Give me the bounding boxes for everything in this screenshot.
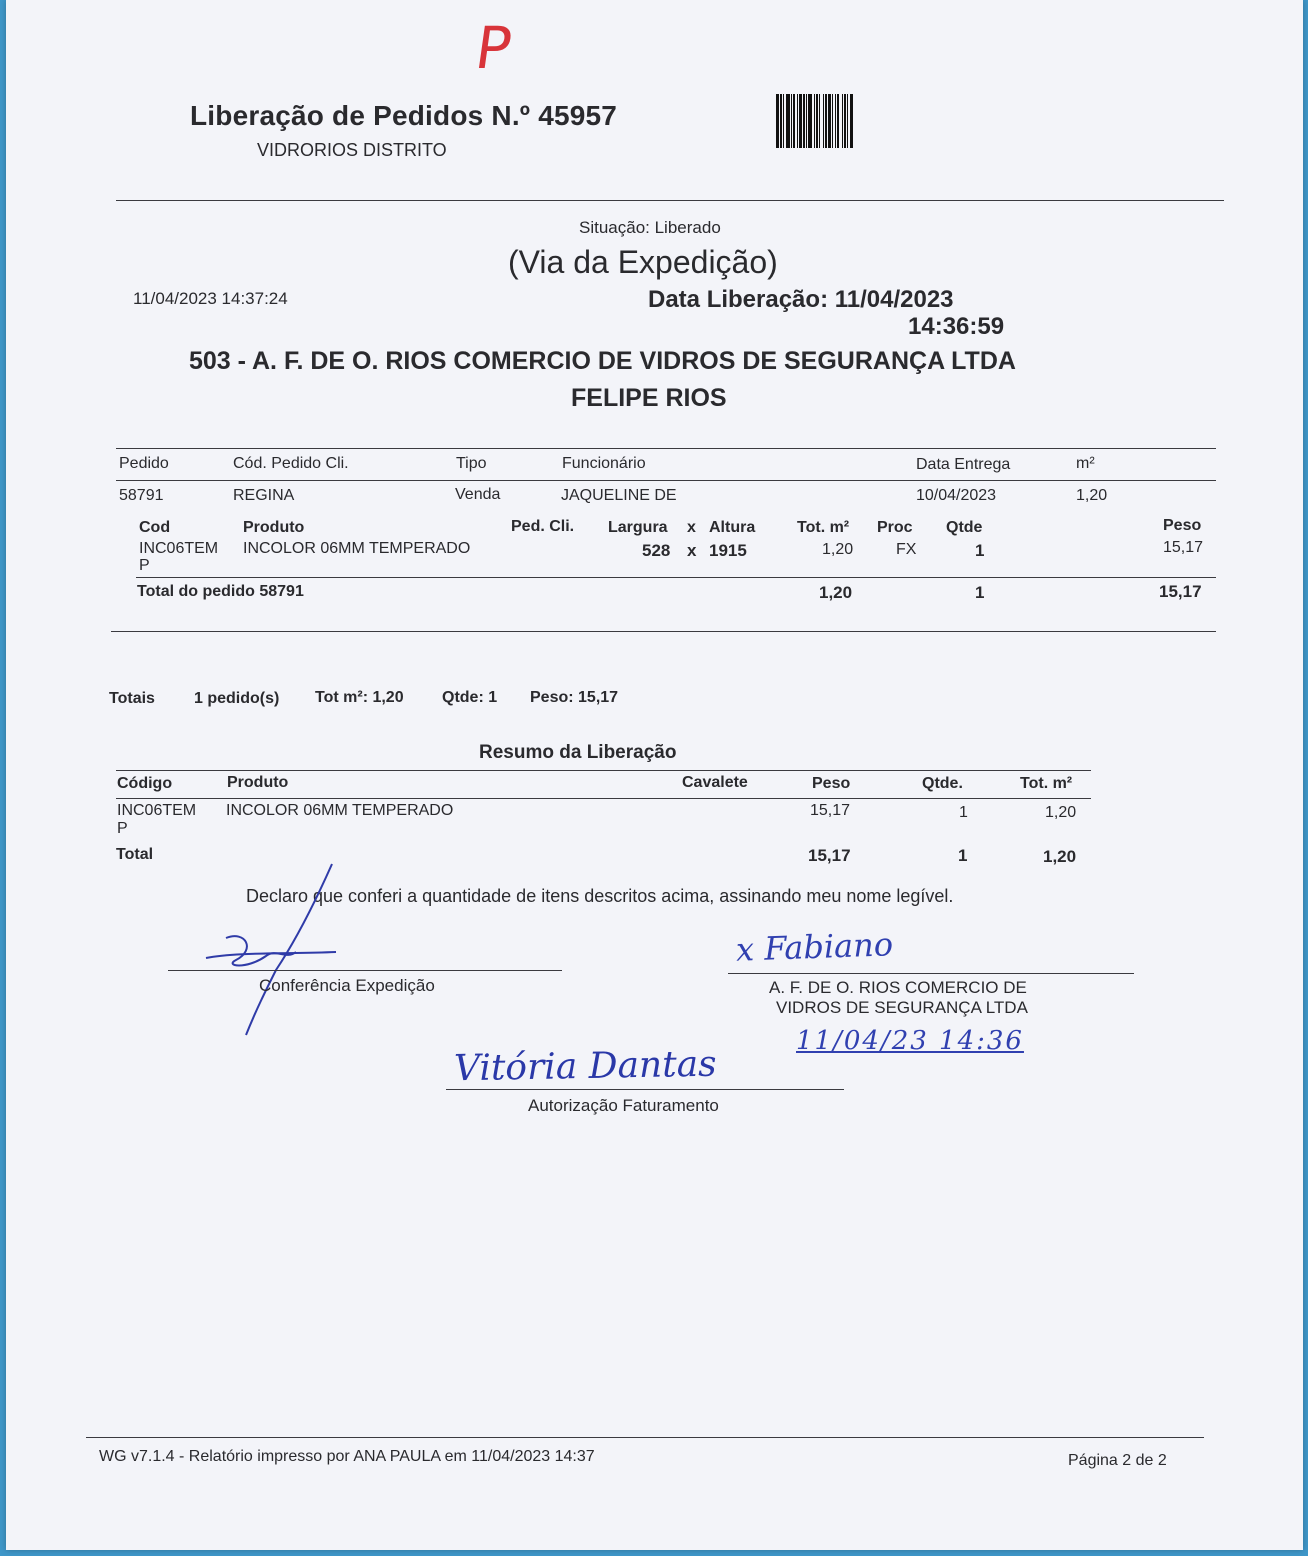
client-signer-line1: A. F. DE O. RIOS COMERCIO DE	[769, 978, 1027, 997]
order-total-m2: 1,20	[819, 583, 853, 602]
summary-col-tot-m2: Tot. m²	[1020, 775, 1073, 792]
col-cod-pedido-cli: Cód. Pedido Cli.	[233, 455, 349, 472]
order-table-bottom-rule	[111, 631, 1216, 632]
col-proc: Proc	[877, 519, 913, 536]
client-signature-line	[728, 973, 1134, 974]
client-signature: x Fabiano	[735, 925, 894, 969]
item-x: x	[687, 541, 697, 560]
totals-m2: Tot m²: 1,20	[315, 689, 404, 706]
order-total-rule	[136, 577, 1216, 578]
order-funcionario: JAQUELINE DE	[561, 487, 677, 504]
footer-rule	[86, 1437, 1204, 1438]
client-contact: FELIPE RIOS	[571, 384, 727, 412]
item-qtde: 1	[975, 541, 985, 560]
col-altura: Altura	[709, 519, 756, 536]
client-name: 503 - A. F. DE O. RIOS COMERCIO DE VIDROS DE SEGURANÇA LTDA	[189, 347, 1016, 375]
order-data-entrega: 10/04/2023	[916, 487, 997, 504]
declaration-text: Declaro que conferi a quantidade de itens descritos acima, assinando meu nome legível.	[246, 886, 954, 906]
header-divider	[116, 200, 1224, 201]
col-qtde: Qtde	[946, 519, 983, 536]
issuer-company: VIDRORIOS DISTRITO	[257, 140, 447, 160]
col-tot-m2: Tot. m²	[797, 519, 850, 536]
col-data-entrega: Data Entrega	[916, 456, 1011, 473]
summary-col-peso: Peso	[812, 775, 851, 792]
summary-total-label: Total	[116, 846, 154, 863]
item-largura: 528	[642, 541, 671, 560]
order-cod-pedido-cli: REGINA	[233, 487, 295, 504]
release-date: Data Liberação: 11/04/2023	[648, 286, 954, 313]
summary-top-rule	[116, 770, 1091, 771]
copy-label: (Via da Expedição)	[508, 244, 778, 280]
summary-header-rule	[116, 798, 1091, 799]
handwritten-date: 11/04/23 14:36	[796, 1026, 1024, 1056]
item-tot-m2: 1,20	[822, 541, 854, 558]
summary-row-codigo-wrap: P	[117, 820, 128, 837]
totals-label: Totais	[109, 690, 155, 707]
summary-row-qtde: 1	[959, 804, 968, 821]
handwritten-p-mark: P	[471, 14, 516, 82]
item-cod: INC06TEM	[139, 540, 219, 557]
item-cod-wrap: P	[139, 557, 150, 574]
order-pedido: 58791	[119, 487, 164, 504]
item-peso: 15,17	[1163, 539, 1204, 556]
order-total-peso: 15,17	[1159, 582, 1202, 601]
release-time: 14:36:59	[908, 313, 1005, 340]
autorizacao-signature: Vitória Dantas	[453, 1043, 717, 1090]
order-m2: 1,20	[1076, 487, 1108, 504]
item-proc: FX	[896, 541, 917, 558]
summary-col-produto: Produto	[227, 774, 289, 791]
col-produto: Produto	[243, 519, 305, 536]
printed-timestamp: 11/04/2023 14:37:24	[133, 289, 288, 308]
summary-total-tot-m2: 1,20	[1043, 847, 1077, 866]
totals-pedidos: 1 pedido(s)	[194, 690, 280, 707]
document-title: Liberação de Pedidos N.º 45957	[190, 100, 618, 131]
col-cod: Cod	[139, 519, 171, 536]
item-produto: INCOLOR 06MM TEMPERADO	[243, 540, 471, 557]
totals-peso: Peso: 15,17	[530, 689, 619, 706]
autorizacao-signature-line	[446, 1089, 844, 1090]
col-ped-cli: Ped. Cli.	[511, 518, 575, 535]
barcode-icon	[776, 94, 974, 148]
summary-total-qtde: 1	[958, 846, 968, 865]
col-peso: Peso	[1163, 517, 1202, 534]
col-x: x	[687, 519, 696, 536]
col-largura: Largura	[608, 519, 668, 536]
footer-page-number: Página 2 de 2	[1068, 1452, 1167, 1469]
order-tipo: Venda	[455, 486, 501, 503]
document-page	[6, 0, 1303, 1550]
item-altura: 1915	[709, 541, 747, 560]
summary-row-peso: 15,17	[810, 802, 851, 819]
status-text: Situação: Liberado	[579, 218, 721, 237]
order-total-label: Total do pedido 58791	[137, 583, 304, 600]
client-signer-line2: VIDROS DE SEGURANÇA LTDA	[776, 998, 1028, 1017]
summary-col-cavalete: Cavalete	[682, 774, 748, 791]
summary-title: Resumo da Liberação	[479, 742, 677, 763]
conferencia-signature	[196, 860, 356, 1040]
col-funcionario: Funcionário	[562, 455, 646, 472]
summary-row-tot-m2: 1,20	[1045, 804, 1077, 821]
summary-row-codigo: INC06TEM	[117, 802, 197, 819]
order-table-header-rule	[116, 480, 1216, 481]
autorizacao-label: Autorização Faturamento	[528, 1096, 719, 1115]
conferencia-signature-line	[168, 970, 562, 971]
barcode-bar	[853, 94, 854, 148]
footer-printed-by: WG v7.1.4 - Relatório impresso por ANA PAULA em 11/04/2023 14:37	[99, 1448, 595, 1465]
summary-row-produto: INCOLOR 06MM TEMPERADO	[226, 802, 454, 819]
totals-qtde: Qtde: 1	[442, 689, 498, 706]
summary-col-qtde: Qtde.	[922, 775, 963, 792]
conferencia-label: Conferência Expedição	[259, 976, 435, 995]
order-total-qtde: 1	[975, 583, 985, 602]
col-m2: m²	[1076, 455, 1095, 472]
col-tipo: Tipo	[456, 455, 487, 472]
col-pedido: Pedido	[119, 455, 169, 472]
summary-total-peso: 15,17	[808, 846, 851, 865]
summary-col-codigo: Código	[117, 775, 173, 792]
order-table-top-rule	[116, 448, 1216, 449]
